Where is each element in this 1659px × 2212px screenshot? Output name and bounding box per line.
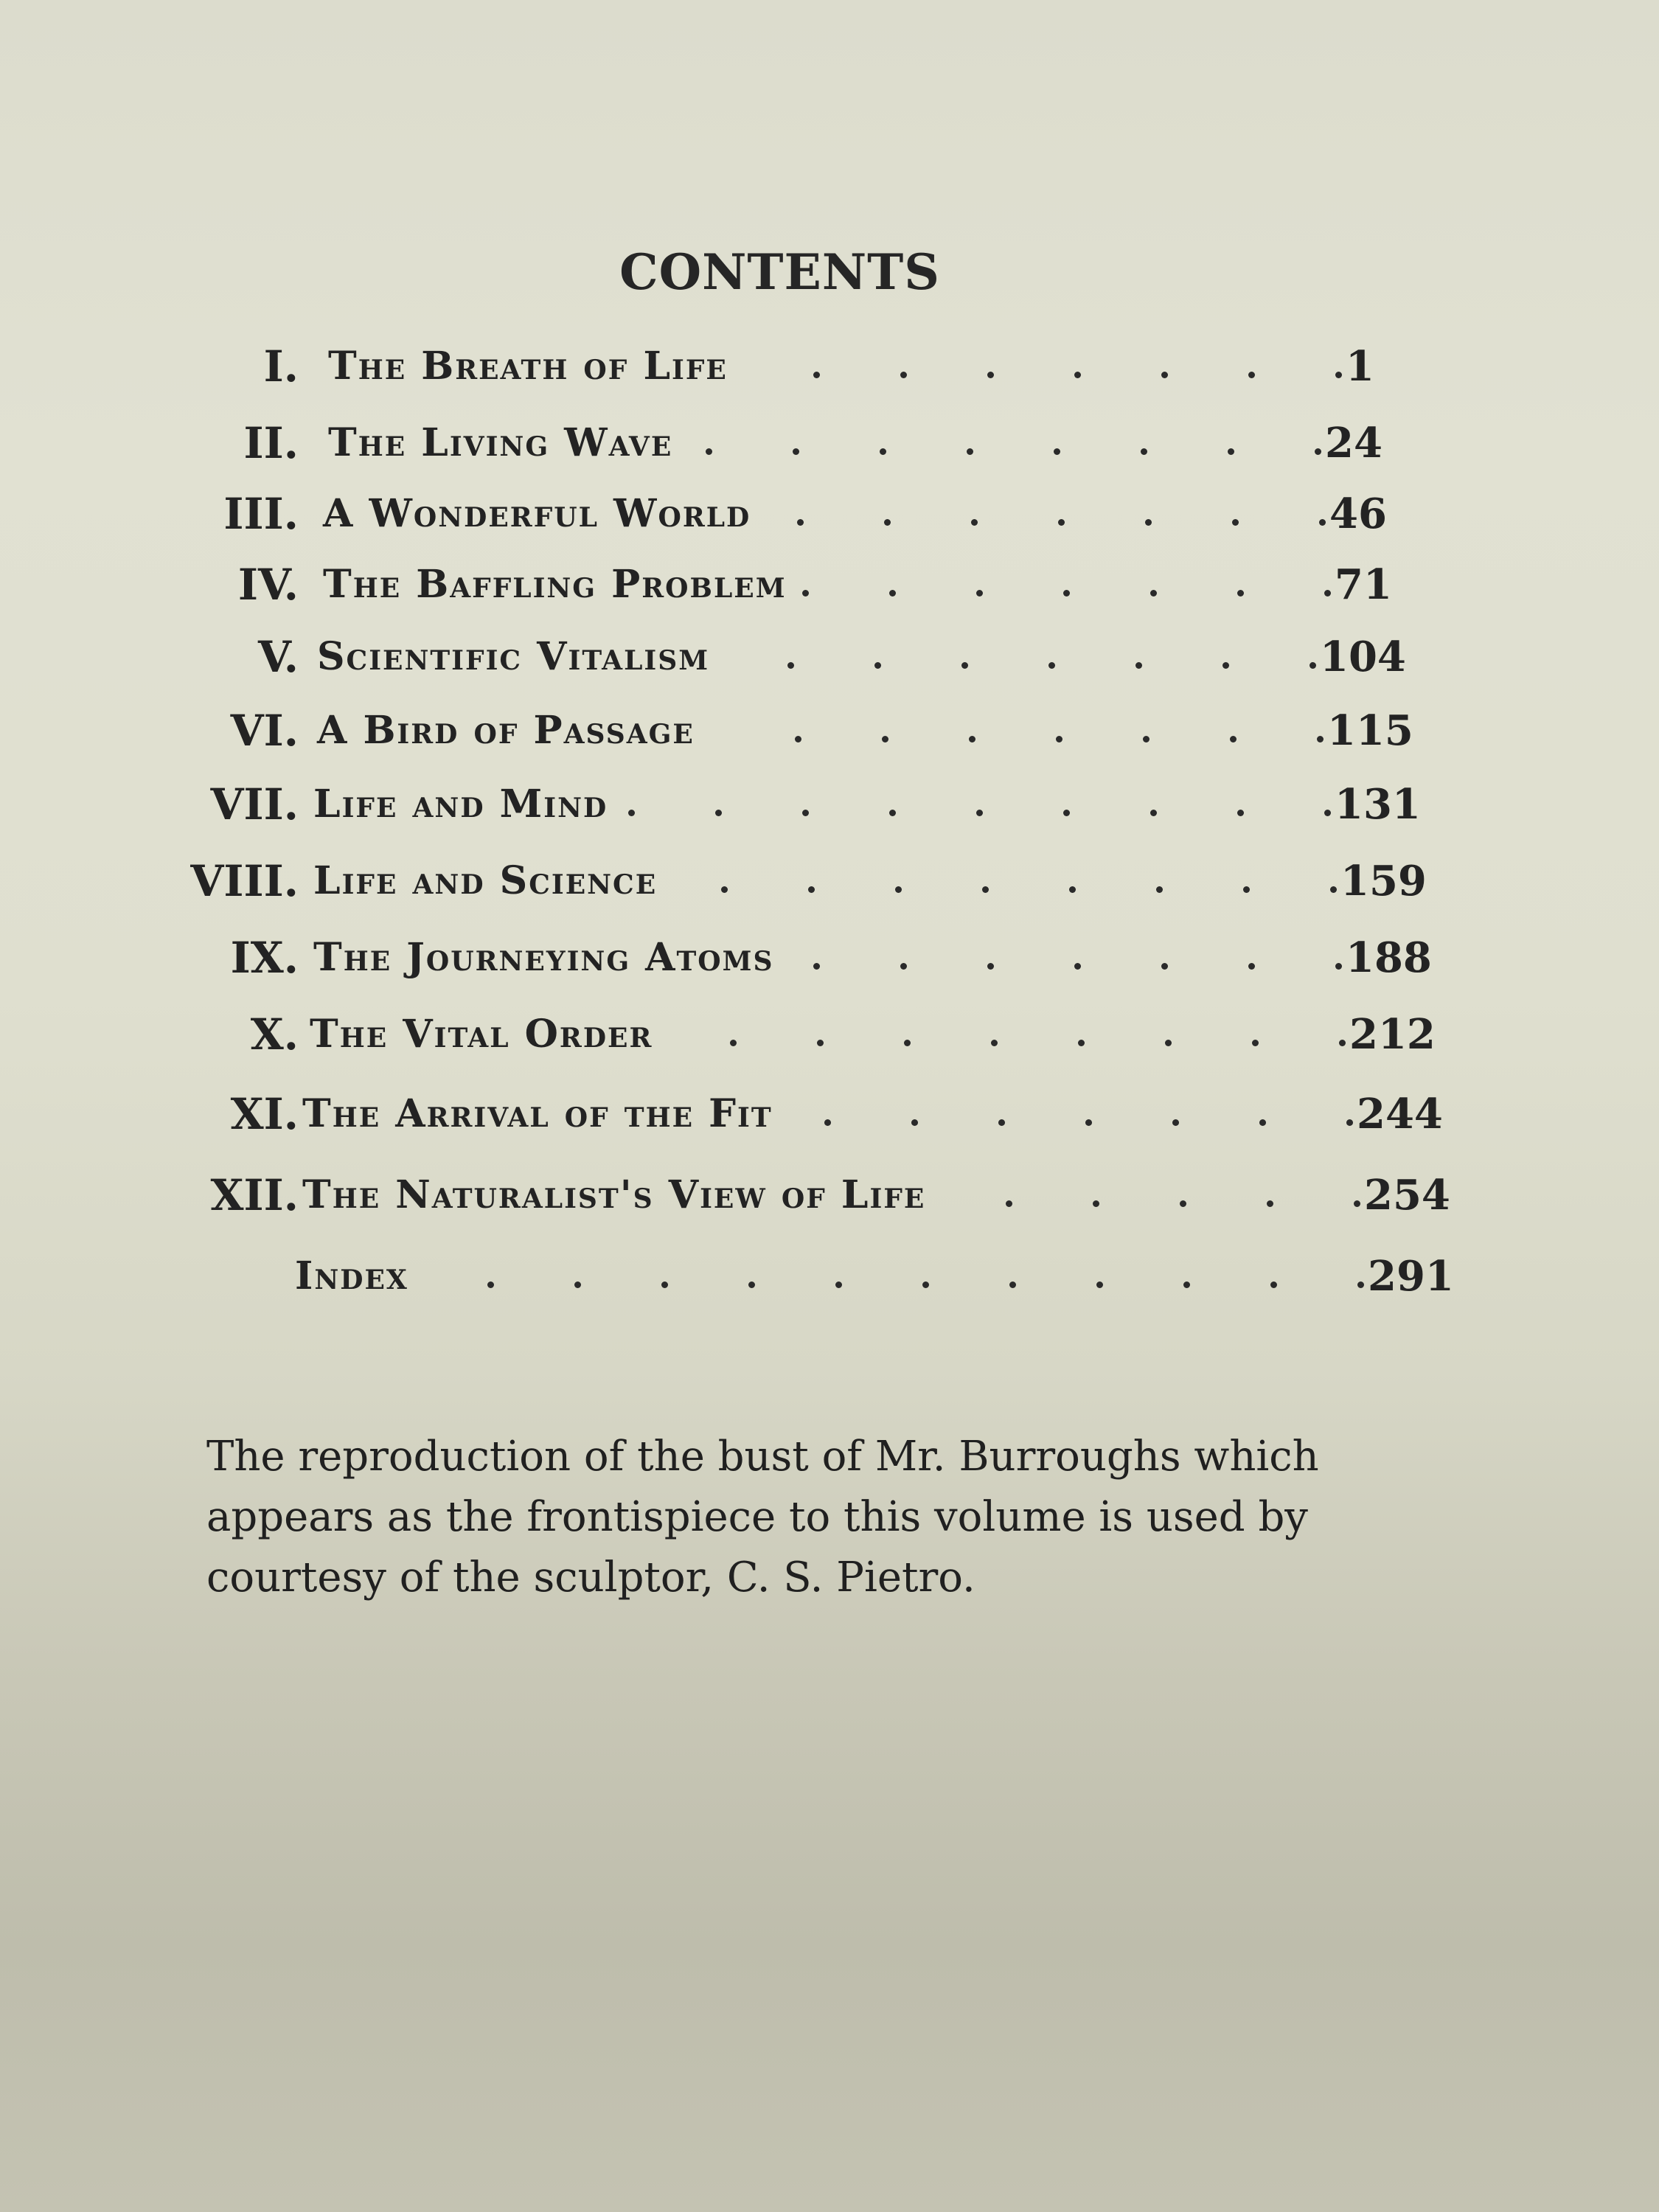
leader-dot	[661, 1281, 668, 1288]
page-number: 71	[1335, 560, 1392, 609]
leader-dot	[987, 372, 994, 378]
toc-entry	[0, 1009, 1659, 1088]
leader-dot	[1243, 886, 1250, 893]
leader-dot	[1135, 662, 1142, 669]
leader-dot	[987, 963, 994, 970]
page-number: 159	[1340, 857, 1427, 905]
frontispiece-note: The reproduction of the bust of Mr. Burroughs which appears as the frontispiece to this volume is used by courtesy of the sculptor, C. S. Pietro.	[206, 1433, 1319, 1601]
page-number: 131	[1335, 780, 1421, 829]
contents-heading: CONTENTS	[619, 243, 940, 301]
toc-entry	[0, 559, 1659, 631]
dot-leader	[0, 653, 1659, 664]
leader-dot	[1267, 1200, 1273, 1207]
chapter-title: The Baffling Problem	[323, 562, 787, 607]
leader-dot	[911, 1119, 918, 1126]
leader-dot	[874, 662, 881, 669]
toc-entry	[0, 417, 1659, 488]
leader-dot	[1335, 963, 1342, 970]
chapter-title: Life and Mind	[313, 782, 608, 827]
page-number: 254	[1364, 1171, 1450, 1220]
leader-dot	[628, 810, 635, 816]
chapter-title: The Naturalist's View of Life	[302, 1172, 926, 1217]
chapter-title: The Arrival of the Fit	[302, 1091, 773, 1136]
leader-dot	[1074, 963, 1081, 970]
leader-dot	[982, 886, 989, 893]
toc-entry	[0, 855, 1659, 932]
leader-dot	[1183, 1281, 1190, 1288]
leader-dot	[904, 1040, 911, 1046]
page-number: 291	[1368, 1252, 1454, 1301]
leader-dot	[1357, 1281, 1364, 1288]
dot-leader	[0, 510, 1659, 521]
leader-dot	[813, 963, 820, 970]
chapter-number: XI.	[230, 1089, 299, 1139]
chapter-number: X.	[250, 1009, 299, 1060]
leader-dot	[1063, 590, 1070, 597]
leader-dot	[748, 1281, 755, 1288]
leader-dot	[1009, 1281, 1016, 1288]
leader-dot	[1006, 1200, 1012, 1207]
chapter-title: The Journeying Atoms	[313, 935, 774, 980]
leader-dot	[1074, 372, 1081, 378]
leader-dot	[1063, 810, 1070, 816]
leader-dot	[1096, 1281, 1103, 1288]
leader-dot	[1248, 963, 1255, 970]
toc-entry	[0, 705, 1659, 779]
leader-dot	[884, 519, 891, 526]
toc-entry	[0, 1251, 1659, 1332]
leader-dot	[1058, 519, 1065, 526]
leader-dot	[1093, 1200, 1099, 1207]
leader-dot	[1228, 448, 1234, 455]
leader-dot	[835, 1281, 842, 1288]
leader-dot	[1165, 1040, 1172, 1046]
leader-dot	[1180, 1200, 1186, 1207]
chapter-title: Index	[295, 1253, 408, 1298]
leader-dot	[998, 1119, 1005, 1126]
toc-entry	[0, 631, 1659, 705]
leader-dot	[721, 886, 728, 893]
leader-dot	[802, 590, 809, 597]
leader-dot	[889, 810, 896, 816]
leader-dot	[730, 1040, 737, 1046]
leader-dot	[1161, 963, 1168, 970]
chapter-title: A Wonderful World	[323, 491, 751, 536]
chapter-number: III.	[223, 489, 299, 539]
leader-dot	[715, 810, 722, 816]
dot-leader	[0, 363, 1659, 373]
leader-dot	[1161, 372, 1168, 378]
chapter-title: Life and Science	[313, 858, 658, 903]
leader-dot	[1324, 590, 1331, 597]
leader-dot	[1143, 736, 1150, 742]
leader-dot	[1335, 372, 1342, 378]
leader-dot	[889, 590, 896, 597]
leader-dot	[795, 736, 801, 742]
chapter-number: VII.	[210, 779, 299, 830]
page-number: 46	[1329, 490, 1387, 538]
page-number: 115	[1327, 706, 1413, 755]
leader-dot	[976, 810, 983, 816]
leader-dot	[1056, 736, 1062, 742]
leader-dot	[1172, 1119, 1179, 1126]
leader-dot	[1150, 590, 1157, 597]
leader-dot	[976, 590, 983, 597]
chapter-number: VI.	[230, 706, 299, 756]
leader-dot	[1324, 810, 1331, 816]
leader-dot	[1346, 1119, 1353, 1126]
leader-dot	[824, 1119, 831, 1126]
leader-dot	[969, 736, 975, 742]
leader-dot	[793, 448, 799, 455]
leader-dot	[1248, 372, 1255, 378]
leader-dot	[1048, 662, 1055, 669]
leader-dot	[1054, 448, 1060, 455]
leader-dot	[1230, 736, 1237, 742]
leader-dot	[971, 519, 978, 526]
leader-dot	[1317, 736, 1324, 742]
page-number: 1	[1346, 342, 1374, 391]
leader-dot	[882, 736, 888, 742]
leader-dot	[1237, 810, 1244, 816]
leader-dot	[808, 886, 815, 893]
chapter-title: The Vital Order	[310, 1012, 653, 1057]
leader-dot	[787, 662, 794, 669]
toc-entry	[0, 488, 1659, 559]
chapter-number: I.	[263, 341, 299, 392]
leader-dot	[487, 1281, 494, 1288]
dot-leader	[0, 581, 1659, 591]
chapter-title: Scientific Vitalism	[317, 634, 710, 679]
leader-dot	[1069, 886, 1076, 893]
leader-dot	[1330, 886, 1337, 893]
chapter-title: A Bird of Passage	[317, 708, 695, 753]
leader-dot	[1259, 1119, 1266, 1126]
leader-dot	[880, 448, 886, 455]
toc-entry	[0, 932, 1659, 1009]
page-number: 24	[1325, 419, 1382, 467]
leader-dot	[1339, 1040, 1346, 1046]
page-number: 244	[1357, 1090, 1443, 1138]
leader-dot	[706, 448, 712, 455]
chapter-title: The Breath of Life	[328, 344, 728, 389]
leader-dot	[1270, 1281, 1277, 1288]
leader-dot	[817, 1040, 824, 1046]
leader-dot	[1319, 519, 1326, 526]
chapter-title: The Living Wave	[328, 420, 673, 465]
chapter-number: IV.	[237, 560, 299, 610]
leader-dot	[967, 448, 973, 455]
toc-entry	[0, 1169, 1659, 1251]
chapter-number: II.	[243, 418, 299, 468]
leader-dot	[797, 519, 804, 526]
leader-dot	[991, 1040, 998, 1046]
chapter-number: V.	[257, 632, 299, 682]
leader-dot	[574, 1281, 581, 1288]
toc-entry	[0, 1088, 1659, 1169]
leader-dot	[1354, 1200, 1360, 1207]
toc-entry	[0, 779, 1659, 855]
leader-dot	[1222, 662, 1229, 669]
leader-dot	[1141, 448, 1147, 455]
toc-entry	[0, 341, 1659, 417]
chapter-number: XII.	[210, 1170, 299, 1220]
page-number: 212	[1349, 1010, 1436, 1059]
chapter-number: IX.	[230, 933, 299, 983]
leader-dot	[1145, 519, 1152, 526]
leader-dot	[900, 963, 907, 970]
leader-dot	[1150, 810, 1157, 816]
leader-dot	[1232, 519, 1239, 526]
leader-dot	[1156, 886, 1163, 893]
dot-leader	[0, 439, 1659, 450]
leader-dot	[1310, 662, 1316, 669]
leader-dot	[961, 662, 968, 669]
leader-dot	[1078, 1040, 1085, 1046]
leader-dot	[1252, 1040, 1259, 1046]
leader-dot	[1085, 1119, 1092, 1126]
leader-dot	[922, 1281, 929, 1288]
page-number: 104	[1320, 633, 1406, 681]
leader-dot	[895, 886, 902, 893]
chapter-number: VIII.	[190, 856, 299, 906]
leader-dot	[802, 810, 809, 816]
leader-dot	[900, 372, 907, 378]
page-number: 188	[1346, 933, 1432, 982]
table-of-contents	[0, 341, 1659, 1332]
leader-dot	[1237, 590, 1244, 597]
leader-dot	[1315, 448, 1321, 455]
leader-dot	[813, 372, 820, 378]
